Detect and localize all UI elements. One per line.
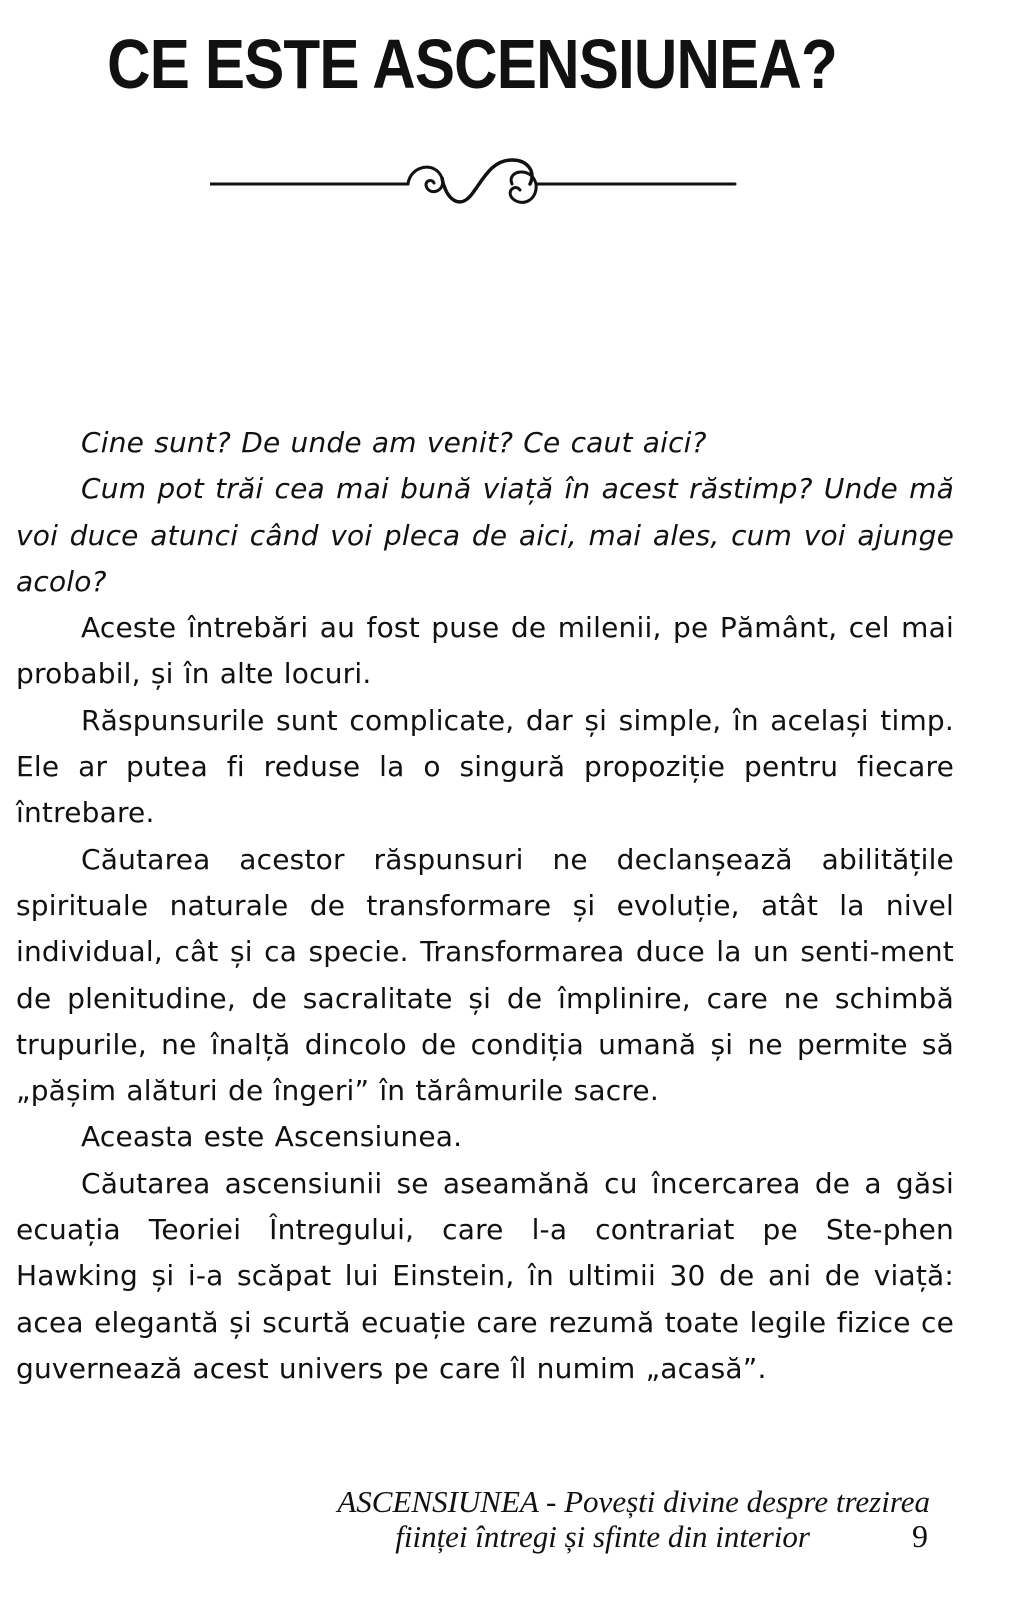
- footer-book-title-line1: ASCENSIUNEA - Povești divine despre trezirea: [337, 1484, 930, 1519]
- chapter-body: [16, 420, 954, 1392]
- paragraph-questions-1: Cine sunt? De unde am venit? Ce caut aici?: [81, 426, 707, 459]
- scroll-divider-ornament: [210, 150, 740, 220]
- paragraph-ascension: Aceasta este Ascensiunea.: [81, 1120, 463, 1154]
- paragraph-questions-2: Cum pot trăi cea mai bună viață în acest răstimp? Unde mă voi duce atunci când voi pleca de aici, mai ales, cum voi ajunge acolo?: [16, 472, 954, 598]
- chapter-title: CE ESTE ASCENSIUNEA?: [107, 25, 837, 103]
- paragraph-answers: Răspunsurile sunt complicate, dar și simple, în același timp. Ele ar putea fi reduse la o singură propoziție pentru fiecare întrebare.: [16, 703, 954, 830]
- paragraph-theory-of-everything: Căutarea ascensiunii se aseamănă cu încercarea de a găsi ecuația Teoriei Întregului, care l-a contrariat pe Ste-phen Hawking și i-a scăpat lui Einstein, în ultimii 30 de ani de viață: acea elegantă și scurtă ecuație care rezumă toate legile fizice ce guvernează acest univers pe care îl numim „acasă”.: [16, 1166, 954, 1385]
- paragraph-search: Căutarea acestor răspunsuri ne declanșează abilitățile spirituale naturale de transformare și evoluție, atât la nivel individual, cât și ca specie. Transformarea duce la un senti-ment de plenitudine, de sacralitate și de împlinire, care ne schimbă trupurile, ne înalță dincolo de condiția umană și ne permite să „pășim alături de îngeri” în tărâmurile sacre.: [16, 842, 954, 1108]
- footer-book-title-line2: ființei întregi și sfinte din interior: [395, 1519, 810, 1554]
- paragraph-millennia: Aceste întrebări au fost puse de milenii, pe Pământ, cel mai probabil, și în alte locuri.: [16, 611, 954, 691]
- page-number: 9: [912, 1518, 928, 1554]
